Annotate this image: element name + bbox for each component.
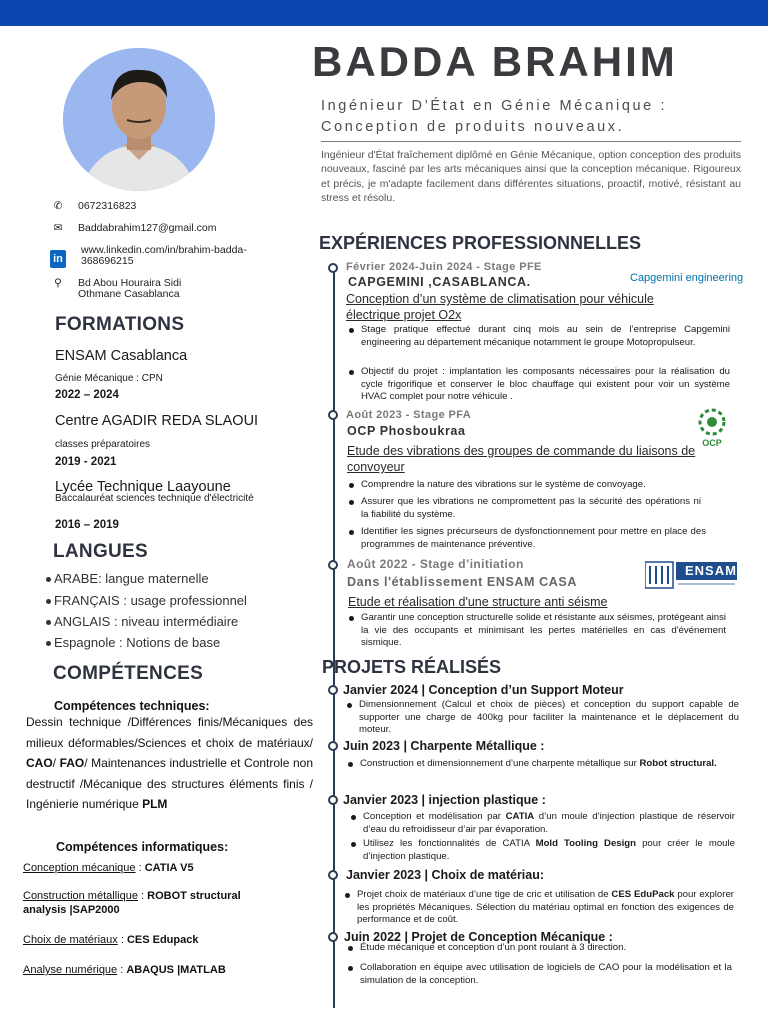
info-skill-label: Construction métallique: [23, 890, 138, 902]
language-text: ARABE: langue maternelle: [54, 571, 209, 586]
candidate-name: BADDA BRAHIM: [312, 38, 678, 85]
project-bullet: Utilisez les fonctionnalités de CATIA Mold Tooling Design pour créer le moule d’injection plastique.: [363, 838, 735, 862]
tech-skills-sep: /: [52, 756, 60, 770]
profile-summary: Ingénieur d'État fraîchement diplômé en Génie Mécanique, option conception des produits nouveaux, fasciné par les arts mécaniques ainsi que la conception mécanique. Rigoureux et précis, je m'adapte facilement dans différentes situations, proactif, motivé, résistant au stress et résolu.: [321, 149, 741, 204]
timeline-node: [328, 932, 338, 942]
project-bullet: Dimensionnement (Calcul et choix de pièces) et conception du support capable de supporter une charge de 400kg pour faciliter la maintenance et le déplacement du moteur.: [359, 699, 739, 735]
info-skill-value: CES Edupack: [126, 934, 199, 946]
email-text[interactable]: Baddabrahim127@gmail.com: [78, 222, 217, 234]
experience-bullet: Comprendre la nature des vibrations sur le système de convoyage.: [361, 479, 731, 492]
timeline-node: [328, 795, 338, 805]
info-skill-label: Analyse numérique: [23, 964, 118, 976]
experience-bullet: Objectif du projet : implantation les composants nécessaires pour la réalisation du cycle frigorifique et conserver le bloc chauffage qui existent pour voir un système HVAC complet pour notre véhicule .: [361, 366, 730, 402]
avatar: [63, 48, 215, 191]
competences-heading: COMPÉTENCES: [53, 663, 204, 684]
address-text: [78, 278, 288, 300]
formations-heading: FORMATIONS: [55, 314, 185, 335]
ocp-logo: [694, 408, 730, 448]
capgemini-logo: [630, 272, 743, 284]
experience-bullet: Garantir une conception structurelle solide et résistante aux séismes, protégeant ainsi la vie des occupants et minimisant les pertes matérielles en cas d'événement sismique.: [361, 612, 726, 648]
experience-company: Dans l'établissement ENSAM CASA: [347, 575, 577, 589]
language-item: [46, 635, 220, 650]
linkedin-icon: in: [50, 250, 66, 268]
capgemini-logo-text: Capgemini engineering: [630, 272, 744, 284]
info-skill-item: Construction métallique : ROBOT structural analysis |SAP2000: [23, 890, 241, 916]
project-title: Janvier 2024 | Conception d’un Support Moteur: [343, 683, 624, 697]
bullet-icon: [46, 620, 51, 625]
timeline-node: [328, 410, 338, 420]
ensam-logo: [645, 560, 737, 592]
experience-date: Août 2022 - Stage d’initiation: [347, 557, 524, 571]
formation-school: Lycée Technique Laayoune: [55, 479, 231, 495]
info-skill-label: Conception mécanique: [23, 862, 136, 874]
tech-skills-part: Dessin technique /Différences finis/Mécaniques des milieux déformables/Sciences et choix de matériaux/: [26, 715, 313, 750]
job-title-line2: Conception de produits nouveaux.: [321, 119, 625, 135]
experience-company: CAPGEMINI ,CASABLANCA.: [348, 275, 531, 289]
language-text: Espagnole : Notions de base: [54, 635, 221, 650]
ocp-emblem-icon: [694, 408, 730, 436]
ensam-logo-text: ENSAM: [685, 563, 737, 578]
linkedin-text[interactable]: www.linkedin.com/in/brahim-badda-368696215: [81, 244, 247, 267]
language-item: [46, 571, 209, 586]
address-line1: Bd Abou Houraira Sidi: [78, 277, 182, 289]
info-skill-value: ROBOT structural analysis |SAP2000: [23, 890, 241, 916]
projets-heading: PROJETS RÉALISÉS: [322, 657, 502, 677]
timeline-node: [328, 685, 338, 695]
bullet-icon: [46, 599, 51, 604]
experience-company: OCP Phosboukraa: [347, 424, 466, 438]
formation-detail: classes préparatoires: [55, 439, 151, 450]
project-title: Janvier 2023 | injection plastique :: [343, 793, 546, 807]
experience-bullet: Stage pratique effectué durant cinq mois au sein de l’entreprise Capgemini engineering au département mécanique notamment le groupe Motopropulseur.: [361, 324, 730, 348]
experience-date: Août 2023 - Stage PFA: [346, 409, 472, 421]
experience-bullet: Assurer que les vibrations ne compromettent pas la sécurité des opérations ni la fiabilité du système.: [361, 496, 701, 520]
job-title-line1: Ingénieur D’État en Génie Mécanique :: [321, 98, 668, 114]
project-title: Janvier 2023 | Choix de matériau:: [346, 868, 545, 882]
language-text: FRANÇAIS : usage professionnel: [54, 593, 247, 608]
tech-skills-part: / Maintenances industrielle et Controle non destructif /Mécanique des structures éléments finis / Ingénierie numérique: [26, 756, 313, 811]
project-bullet: Collaboration en équipe avec utilisation de logiciels de CAO pour la modélisation et la simulation de la conception.: [360, 962, 732, 986]
project-bullet: Construction et dimensionnement d’une charpente métallique sur Robot structural.: [360, 758, 725, 771]
langues-heading: LANGUES: [53, 541, 148, 562]
experience-date: Février 2024-Juin 2024 - Stage PFE: [346, 261, 542, 273]
ocp-logo-text: OCP: [702, 438, 722, 448]
phone-icon: ✆: [53, 200, 63, 212]
job-title: [321, 96, 667, 138]
project-title: Juin 2023 | Charpente Métallique :: [343, 739, 545, 753]
language-item: [46, 593, 247, 608]
mail-icon: ✉: [53, 222, 63, 234]
experiences-heading: EXPÉRIENCES PROFESSIONNELLES: [319, 233, 642, 253]
experience-project: Etude des vibrations des groupes de commande du liaisons de convoyeur: [347, 444, 696, 474]
divider: [321, 141, 741, 142]
experience-project: Etude et réalisation d'une structure anti séisme: [348, 595, 608, 609]
experience-bullet: Identifier les signes précurseurs de dysfonctionnement pour mettre en place des programmes de maintenance préventive.: [361, 526, 706, 550]
bullet-icon: [46, 641, 51, 646]
info-skill-label: Choix de matériaux: [23, 934, 118, 946]
info-skill-item: Conception mécanique : CATIA V5: [23, 862, 194, 874]
project-title: Juin 2022 | Projet de Conception Mécanique :: [344, 930, 613, 944]
timeline-node: [328, 560, 338, 570]
info-skill-item: Choix de matériaux : CES Edupack: [23, 934, 199, 946]
address-line2: Othmane Casablanca: [78, 288, 180, 300]
location-pin-icon: ⚲: [54, 277, 62, 289]
formation-years: 2022 – 2024: [55, 389, 119, 401]
info-skill-item: Analyse numérique : ABAQUS |MATLAB: [23, 964, 226, 976]
bullet-icon: [46, 577, 51, 582]
project-bullet: Conception et modélisation par CATIA d’un moule d’injection plastique de réservoir d’eau du refroidisseur d’air par évaporation.: [363, 811, 735, 835]
tech-skills-plm: PLM: [142, 797, 168, 811]
formation-school: ENSAM Casablanca: [55, 348, 188, 364]
info-skill-value: CATIA V5: [144, 862, 194, 874]
formation-years: 2016 – 2019: [55, 519, 119, 531]
language-text: ANGLAIS : niveau intermédiaire: [54, 614, 239, 629]
phone-text: 0672316823: [78, 200, 137, 212]
formation-years: 2019 - 2021: [55, 456, 117, 468]
timeline-node: [328, 741, 338, 751]
formation-detail: Baccalauréat sciences technique d'électricité: [55, 493, 254, 504]
formation-detail: Génie Mécanique : CPN: [55, 373, 163, 384]
project-bullet: Étude mécanique et conception d’un pont roulant à 3 direction.: [360, 942, 730, 955]
timeline-line: [333, 266, 335, 1008]
timeline-node: [328, 263, 338, 273]
top-banner: [0, 0, 768, 26]
experience-project: Conception d’un système de climatisation pour véhicule électrique projet O2x: [346, 292, 654, 322]
timeline-node: [328, 870, 338, 880]
tech-skills-cao: CAO: [26, 756, 53, 770]
project-bullet: Projet choix de matériaux d’une tige de cric et utilisation de CES EduPack pour explorer les propriétés Mécaniques. Sélection du matériau optimal en fonction des exigences de performance et de coût.: [357, 889, 734, 925]
language-item: [46, 614, 238, 629]
info-skill-value: ABAQUS |MATLAB: [126, 964, 226, 976]
info-skills-heading: Compétences informatiques:: [56, 840, 229, 854]
formation-school: Centre AGADIR REDA SLAOUI: [55, 413, 259, 429]
tech-skills-text: [26, 712, 313, 815]
tech-skills-heading: Compétences techniques:: [54, 699, 210, 713]
tech-skills-fao: FAO: [59, 756, 85, 770]
